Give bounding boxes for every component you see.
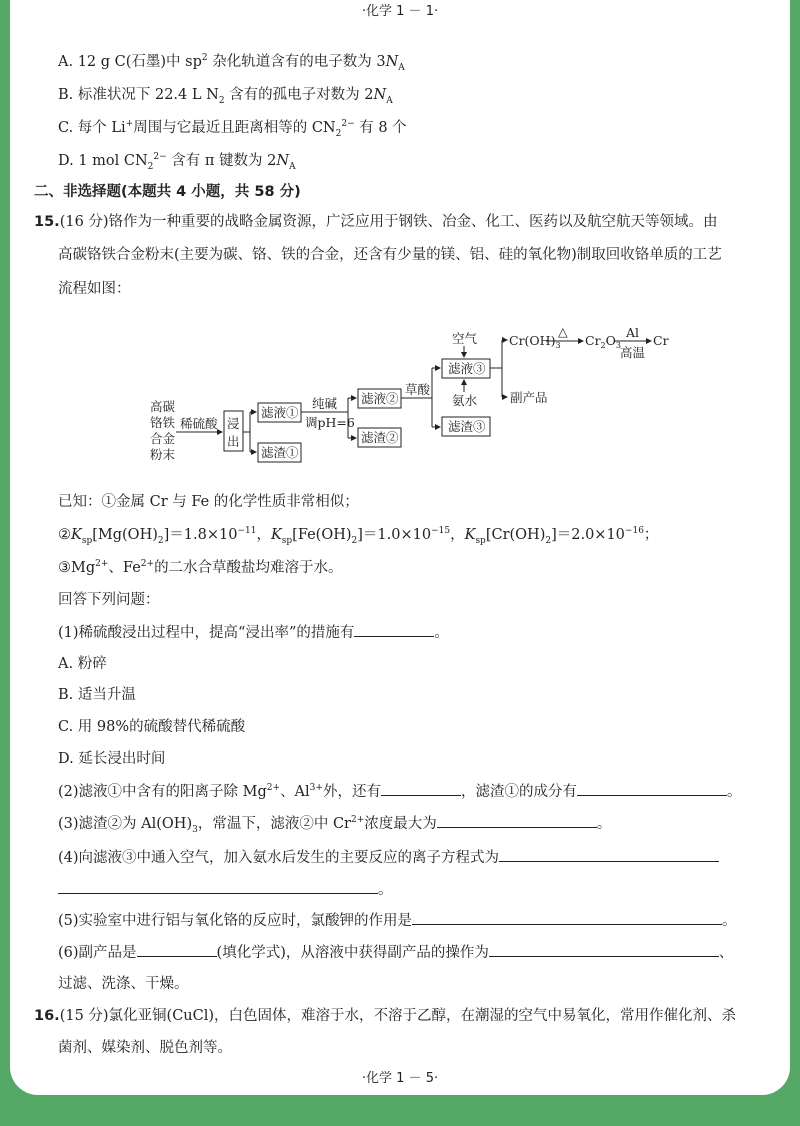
text-segment: 浓度最大为 <box>364 816 437 832</box>
reagent-al: Al <box>626 325 640 340</box>
text-segment: 有 8 个 <box>354 120 407 136</box>
q16-stem-1: (15 分)氯化亚铜(CuCl)，白色固体，难溶于水，不溶于乙醇，在潮湿的空气中易氧化，常用作催化剂、杀 <box>59 1008 737 1024</box>
text-segment: C. 每个 Li <box>58 120 126 136</box>
q16-line-1 <box>34 1006 736 1026</box>
text-segment: ]＝1.0×10 <box>357 527 432 543</box>
answer-blank[interactable] <box>437 813 597 828</box>
part-1-option-d: D. 延长浸出时间 <box>58 751 166 767</box>
part-1 <box>58 622 449 643</box>
subscript: 2 <box>335 128 342 139</box>
subscript: A <box>398 62 405 73</box>
text-segment: 。 <box>434 625 449 641</box>
part-1-option-c: C. 用 98%的硫酸替代稀硫酸 <box>58 719 246 735</box>
answer-blank[interactable] <box>577 781 727 796</box>
part-3 <box>58 813 611 834</box>
residue-3: 滤渣③ <box>448 419 486 434</box>
text-segment: 含有的孤电子对数为 2 <box>224 87 374 103</box>
italic-symbol: K <box>464 527 476 543</box>
page-footer: ·化学 1 － 5· <box>361 1071 439 1086</box>
leach-box-2: 出 <box>227 434 240 449</box>
text-segment: (6)副产品是 <box>58 945 137 961</box>
subscript: A <box>386 95 393 106</box>
answer-blank[interactable] <box>489 942 719 957</box>
text-segment: 。 <box>378 882 393 898</box>
subscript: 3 <box>192 824 198 835</box>
product-croh3: $Cr(OH)_3$ <box>509 333 561 350</box>
text-segment: D. 1 mol CN <box>58 153 148 169</box>
text-segment: (5)实验室中进行铝与氧化铬的反应时，氯酸钾的作用是 <box>58 913 413 929</box>
text-segment: ]＝2.0×10 <box>551 527 625 543</box>
italic-symbol: K <box>270 527 282 543</box>
text-segment: [Fe(OH) <box>292 527 352 543</box>
answer-blank[interactable] <box>412 910 722 925</box>
subscript: sp <box>475 535 486 546</box>
text-segment: 含有 π 键数为 2 <box>166 153 277 169</box>
text-segment: (2)滤液①中含有的阳离子除 Mg <box>58 784 267 800</box>
superscript: 3+ <box>309 783 323 794</box>
text-segment: 、 <box>718 945 734 961</box>
condition-high-temp: 高温 <box>620 345 646 360</box>
text-segment: 过滤、洗涤、干燥。 <box>58 976 189 992</box>
text-segment: (3)滤渣②为 Al(OH) <box>58 816 193 832</box>
subscript: A <box>289 161 296 172</box>
text-segment: (填化学式)，从溶液中获得副产品的操作为 <box>216 945 489 961</box>
exam-page <box>10 0 790 1095</box>
superscript: 2− <box>341 119 355 130</box>
superscript: 2+ <box>350 815 365 826</box>
superscript: 2+ <box>95 559 109 570</box>
residue-1: 滤渣① <box>261 445 299 460</box>
italic-symbol: K <box>71 527 82 543</box>
subscript: 2 <box>157 535 164 546</box>
reagent-ph: 调pH=6 <box>305 415 355 430</box>
answer-blank[interactable] <box>58 879 378 894</box>
page-header: ·化学 1 － 1· <box>361 4 439 19</box>
text-segment: (4)向滤液③中通入空气，加入氨水后发生的主要反应的离子方程式为 <box>58 850 500 866</box>
part-2 <box>58 781 741 802</box>
text-segment: 周围与它最近且距离相等的 CN <box>133 120 336 136</box>
q15-stem-3: 流程如图： <box>58 281 131 297</box>
text-segment: 、Al <box>280 784 310 800</box>
known-3 <box>58 558 343 578</box>
product-cr: Cr <box>653 333 669 348</box>
raw-material-1: 高碳 <box>150 399 176 414</box>
text-segment: 已知：①金属 Cr 与 Fe 的化学性质非常相似； <box>58 494 359 510</box>
raw-material-2: 铬铁 <box>150 415 176 430</box>
subscript: sp <box>281 535 293 546</box>
italic-symbol: N <box>373 87 387 103</box>
input-ammonia: 氨水 <box>452 393 478 408</box>
known-2 <box>58 525 658 545</box>
part-4-line-2 <box>58 879 393 900</box>
q16-number: 16. <box>34 1008 60 1024</box>
raw-material-4: 粉末 <box>150 447 176 462</box>
text-segment: ， <box>450 527 465 543</box>
answer-blank[interactable] <box>381 781 461 796</box>
superscript: −16 <box>624 526 644 537</box>
text-segment: [Mg(OH) <box>92 527 158 543</box>
text-segment: 杂化轨道含有的电子数为 3 <box>207 54 386 70</box>
process-flow-diagram <box>0 0 800 480</box>
superscript: 2+ <box>266 783 281 794</box>
superscript: 2 <box>201 53 208 64</box>
reagent-soda: 纯碱 <box>312 396 338 411</box>
filtrate-2: 滤液② <box>361 391 399 406</box>
text-segment: B. 标准状况下 22.4 L N <box>58 87 219 103</box>
answer-blank[interactable] <box>354 622 434 637</box>
byproduct: 副产品 <box>510 390 548 405</box>
part-4-line-1 <box>58 847 719 868</box>
text-segment: 的二水合草酸盐均难溶于水。 <box>154 560 343 576</box>
text-segment: A. 12 g C(石墨)中 sp <box>58 54 202 70</box>
filtrate-3: 滤液③ <box>448 361 486 376</box>
text-segment: ，常温下，滤液②中 Cr <box>197 816 351 832</box>
subscript: 2 <box>351 535 358 546</box>
answer-intro: 回答下列问题： <box>58 592 160 608</box>
text-segment: 。 <box>596 816 612 832</box>
answer-blank[interactable] <box>499 847 719 862</box>
q15-stem-2: 高碳铬铁合金粉末(主要为碳、铬、铁的合金，还含有少量的镁、铝、硅的氧化物)制取回收铬单质的工艺 <box>58 247 722 263</box>
text-segment: 外，还有 <box>322 784 381 800</box>
text-segment: ； <box>643 527 659 543</box>
subscript: sp <box>81 535 93 546</box>
q16-stem-2: 菌剂、媒染剂、脱色剂等。 <box>58 1040 232 1056</box>
text-segment: ③Mg <box>58 560 96 576</box>
section-title: 二、非选择题(本题共 4 小题，共 58 分) <box>34 184 301 200</box>
subscript: 2 <box>147 161 154 172</box>
text-segment: 、Fe <box>108 560 141 576</box>
input-air: 空气 <box>452 331 478 346</box>
part-1-option-a: A. 粉碎 <box>58 656 107 672</box>
part-1-option-b: B. 适当升温 <box>58 687 136 703</box>
superscript: 2+ <box>140 559 155 570</box>
raw-material-3: 合金 <box>150 431 176 446</box>
part-6-line-2 <box>58 974 189 994</box>
text-segment: [Cr(OH) <box>485 527 546 543</box>
text-segment: ，滤渣①的成分有 <box>460 784 577 800</box>
residue-2: 滤渣② <box>361 430 399 445</box>
text-segment: ]＝1.8×10 <box>163 527 238 543</box>
superscript: 2− <box>153 152 167 163</box>
part-5 <box>58 910 737 931</box>
subscript: 2 <box>545 535 552 546</box>
italic-symbol: N <box>276 153 290 169</box>
leach-box-1: 浸 <box>227 416 240 431</box>
text-segment: ② <box>58 527 71 543</box>
product-cr2o3: $Cr_2O_3$ <box>585 333 621 350</box>
superscript: −11 <box>237 526 257 537</box>
text-segment: 。 <box>722 913 737 929</box>
q15-number: 15. <box>34 214 60 230</box>
filtrate-1: 滤液① <box>261 405 299 420</box>
text-segment: 。 <box>726 784 742 800</box>
reagent-sulfuric-acid: 稀硫酸 <box>180 416 218 431</box>
part-6-line-1 <box>58 942 733 963</box>
subscript: 2 <box>218 95 225 106</box>
q15-stem-1: (16 分)铬作为一种重要的战略金属资源，广泛应用于钢铁、冶金、化工、医药以及航空航天等领域。由 <box>59 214 718 230</box>
answer-blank[interactable] <box>137 942 217 957</box>
known-1 <box>58 492 359 512</box>
reagent-oxalic-acid: 草酸 <box>405 382 431 397</box>
superscript: + <box>125 119 134 130</box>
text-segment: ， <box>256 527 271 543</box>
heat-symbol: △ <box>558 324 568 339</box>
superscript: −15 <box>431 526 451 537</box>
italic-symbol: N <box>385 54 399 70</box>
text-segment: (1)稀硫酸浸出过程中，提高“浸出率”的措施有 <box>58 625 355 641</box>
